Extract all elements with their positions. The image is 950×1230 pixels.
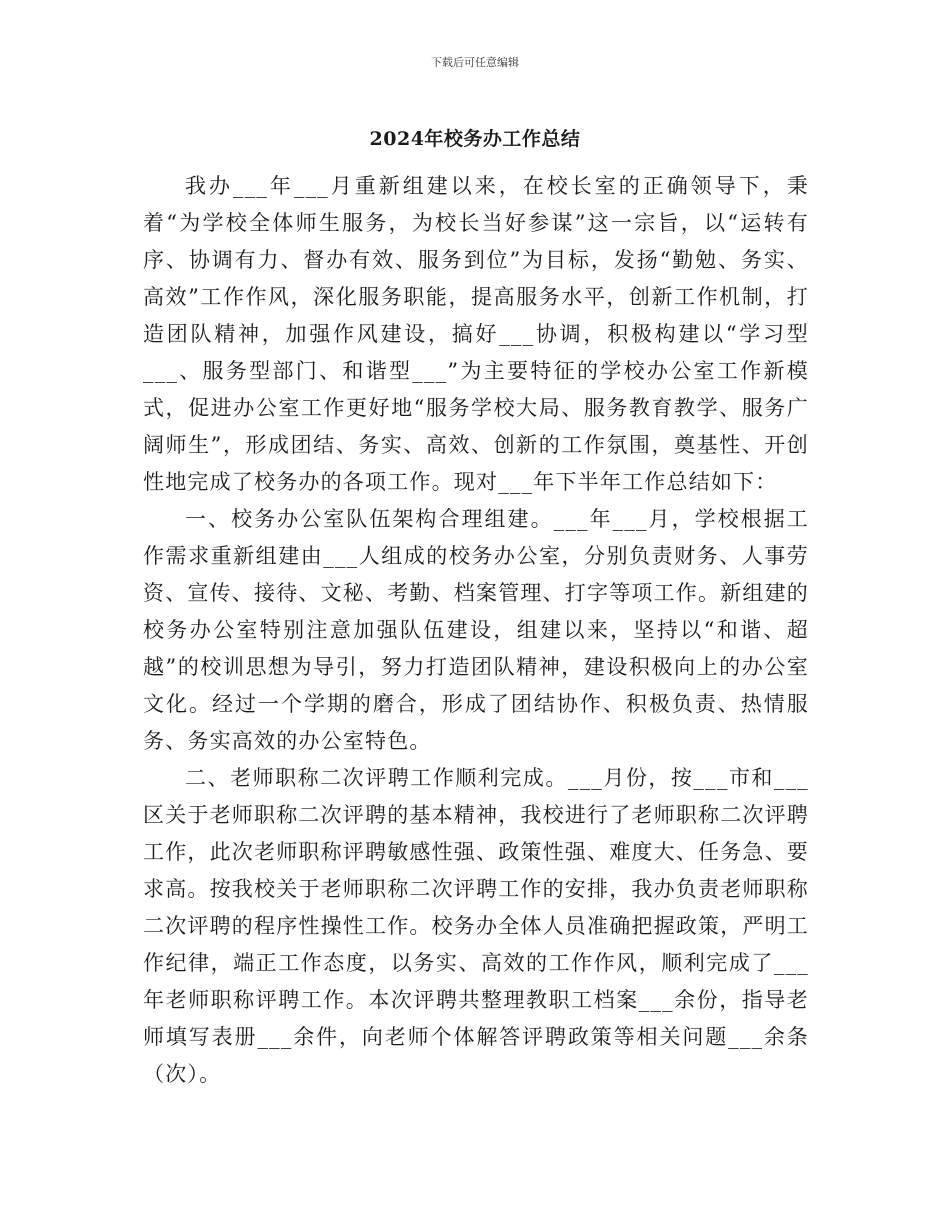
paragraph-section-1: 一、校务办公室队伍架构合理组建。___年___月，学校根据工作需求重新组建由___人组成的校务办公室，分别负责财务、人事劳资、宣传、接待、文秘、考勤、档案管理、打字等项工作。新组建的校务办公室特别注意加强队伍建设，组建以来，坚持以“和谐、超越”的校训思想为导引，努力打造团队精神，建设积极向上的办公室文化。经过一个学期的磨合，形成了团结协作、积极负责、热情服务、务实高效的办公室特色。 — [143, 507, 809, 753]
document-body — [143, 168, 809, 1093]
document-title: 2024年校务办工作总结 — [369, 128, 581, 150]
paragraph-section-2: 二、老师职称二次评聘工作顺利完成。___月份，按___市和___区关于老师职称二次评聘的基本精神，我校进行了老师职称二次评聘工作，此次老师职称评聘敏感性强、政策性强、难度大、任务急、要求高。按我校关于老师职称二次评聘工作的安排，我办负责老师职称二次评聘的程序性操性工作。校务办全体人员准确把握政策，严明工作纪律，端正工作态度，以务实、高效的工作作风，顺利完成了___年老师职称评聘工作。本次评聘共整理教职工档案___余份，指导老师填写表册___余件，向老师个体解答评聘政策等相关问题___余条（次）。 — [143, 766, 809, 1086]
header-note: 下载后可任意编辑 — [431, 56, 519, 69]
paragraph-intro: 我办___年___月重新组建以来，在校长室的正确领导下，秉着“为学校全体师生服务，为校长当好参谋”这一宗旨，以“运转有序、协调有力、督办有效、服务到位”为目标，发扬“勤勉、务实、高效”工作作风，深化服务职能，提高服务水平，创新工作机制，打造团队精神，加强作风建设，搞好___协调，积极构建以“学习型___、服务型部门、和谐型___”为主要特征的学校办公室工作新模式，促进办公室工作更好地“服务学校大局、服务教育教学、服务广阔师生”，形成团结、务实、高效、创新的工作氛围，奠基性、开创性地完成了校务办的各项工作。现对___年下半年工作总结如下： — [143, 174, 809, 494]
